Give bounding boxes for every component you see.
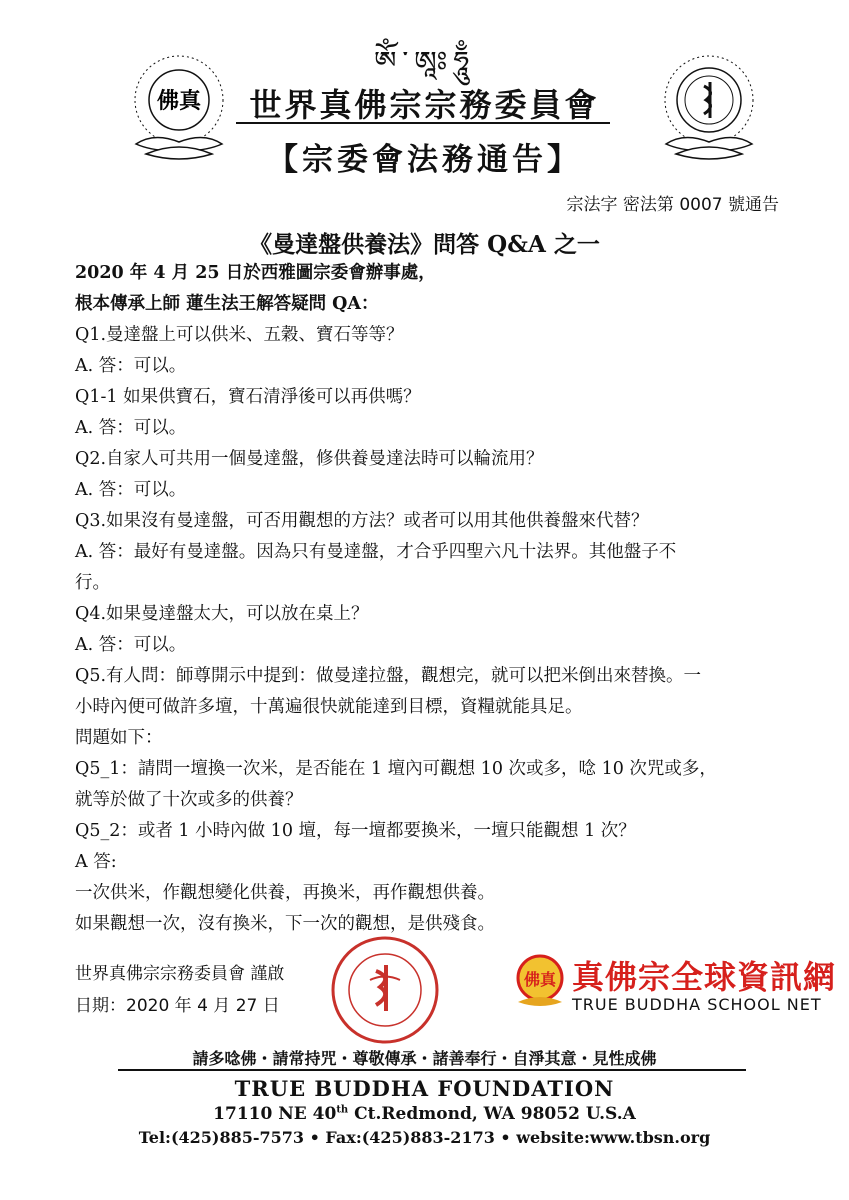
foundation-stamp-icon <box>330 935 440 1045</box>
answer-line: A. 答：可以。 <box>75 418 187 438</box>
question-line: Q3.如果沒有曼達盤，可否用觀想的方法？或者可以用其他供養盤來代替？ <box>75 511 649 531</box>
contact-info: Tel:(425)885-7573 • Fax:(425)883-2173 • website:www.tbsn.org <box>138 1128 711 1147</box>
answer-line: 一次供米，作觀想變化供養，再換米，再作觀想供養。 <box>75 883 495 903</box>
signature-org: 世界真佛宗宗務委員會 謹啟 <box>75 964 285 984</box>
question-line: 就等於做了十次或多的供養？ <box>75 790 303 810</box>
answer-line: A. 答：最好有曼達盤。因為只有曼達盤，才合乎四聖六凡十法界。其他盤子不 <box>75 542 677 562</box>
body-line: 根本傳承上師 蓮生法王解答疑問 QA： <box>75 294 379 314</box>
body-line: 2020 年 4 月 25 日於西雅圖宗委會辦事處， <box>75 263 436 283</box>
org-title: 世界真佛宗宗務委員會 <box>249 86 600 124</box>
question-line: 問題如下： <box>75 728 163 748</box>
reference-number: 宗法字 密法第 0007 號通告 <box>566 195 779 215</box>
tbsn-name-en: TRUE BUDDHA SCHOOL NET <box>572 995 822 1014</box>
answer-line: A. 答：可以。 <box>75 635 187 655</box>
foundation-address <box>0 1104 849 1124</box>
foundation-name: TRUE BUDDHA FOUNDATION <box>234 1076 615 1101</box>
motto: 請多唸佛・請常持咒・尊敬傳承・諸善奉行・自淨其意・見性成佛 <box>192 1049 657 1068</box>
svg-text:佛真: 佛真 <box>523 970 557 989</box>
address-ordinal: th <box>336 1104 349 1116</box>
tibetan-om-ah-hum: ཨོཾ་ཨཱཿཧཱུྃ <box>373 45 476 78</box>
question-line: Q5_2：或者 1 小時內做 10 壇，每一壇都要換米，一壇只能觀想 1 次？ <box>75 821 636 841</box>
signature-date: 日期：2020 年 4 月 27 日 <box>75 996 280 1016</box>
address-rest: Ct.Redmond, WA 98052 U.S.A <box>348 1104 636 1124</box>
footer-divider <box>118 1069 746 1071</box>
answer-line: A. 答：可以。 <box>75 480 187 500</box>
question-line: Q5_1：請問一壇換一次米，是否能在 1 壇內可觀想 10 次或多，唸 10 次咒或多， <box>75 759 717 779</box>
header-divider <box>236 122 610 124</box>
question-line: Q2.自家人可共用一個曼達盤，修供養曼達法時可以輪流用？ <box>75 449 544 469</box>
question-line: Q5.有人問：師尊開示中提到：做曼達拉盤，觀想完，就可以把米倒出來替換。一 <box>75 666 702 686</box>
tbsn-name-zh: 真佛宗全球資訊網 <box>572 958 837 996</box>
document-title: 《曼達盤供養法》問答 Q&A 之一 <box>249 231 600 258</box>
qa-body <box>75 258 795 940</box>
question-line: Q1.曼達盤上可以供米、五穀、寶石等等？ <box>75 325 404 345</box>
question-line: Q4.如果曼達盤太大，可以放在桌上？ <box>75 604 369 624</box>
svg-text:佛真: 佛真 <box>156 89 202 114</box>
answer-line: A 答: <box>75 852 117 872</box>
answer-line: 如果觀想一次，沒有換米，下一次的觀想，是供殘食。 <box>75 914 495 934</box>
answer-line: A. 答：可以。 <box>75 356 187 376</box>
question-line: Q1-1 如果供寶石，寶石清淨後可以再供嗎？ <box>75 387 421 407</box>
address-street-number: 17110 NE 40 <box>213 1104 337 1124</box>
notice-heading: 【宗委會法務通告】 <box>267 142 582 178</box>
answer-line: 行。 <box>75 573 110 593</box>
signature-block <box>75 958 284 1022</box>
question-line: 小時內便可做許多壇，十萬遍很快就能達到目標，資糧就能具足。 <box>75 697 583 717</box>
